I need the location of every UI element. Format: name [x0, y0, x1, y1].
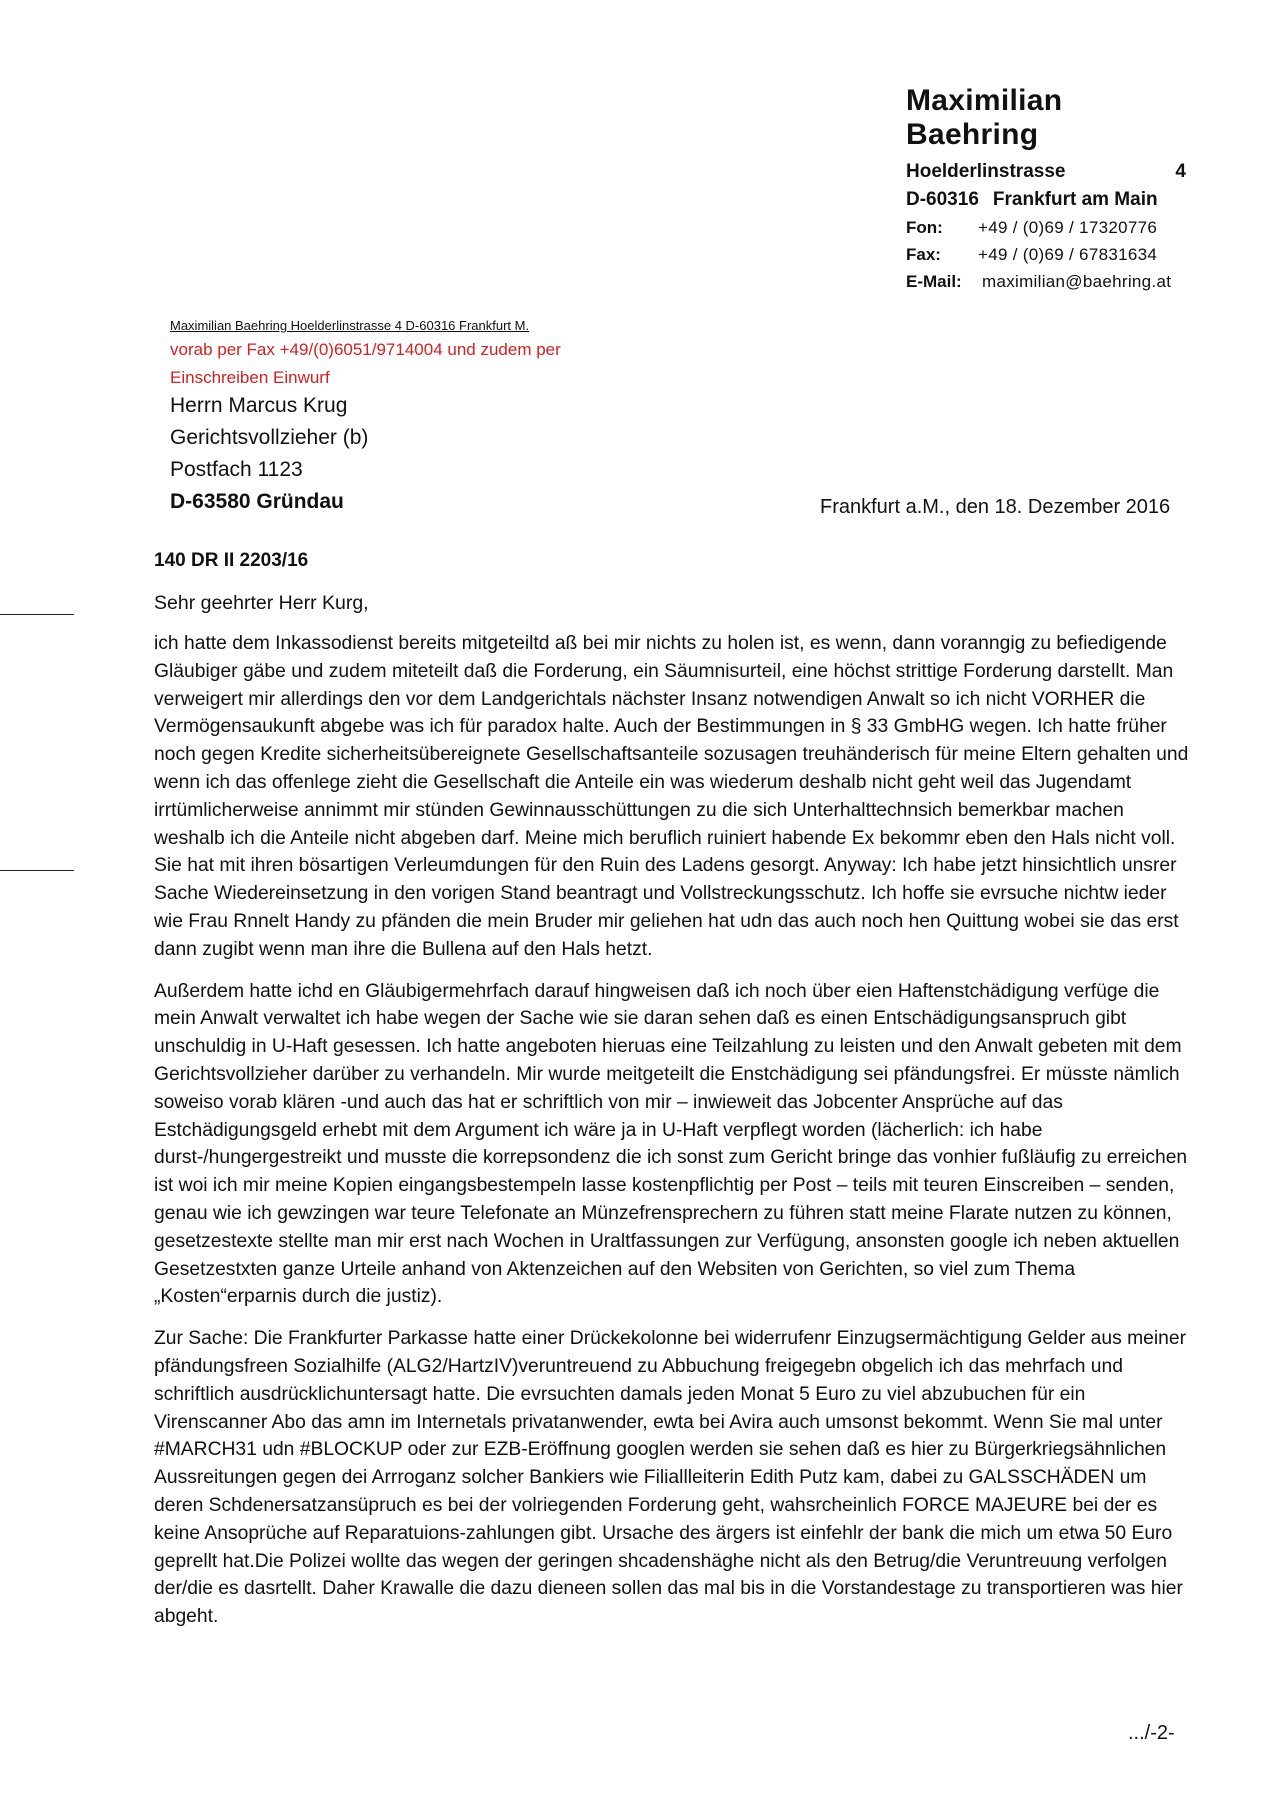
sender-city: Frankfurt am Main: [992, 189, 1158, 210]
sender-postcode: D-60316: [906, 189, 979, 210]
case-reference: 140 DR II 2203/16: [154, 550, 309, 571]
recipient-city: D-63580 Gründau: [170, 490, 344, 513]
body-paragraph: ich hatte dem Inkassodienst bereits mitgeteiltd aß bei mir nichts zu holen ist, es wenn, dann voranngig zu befiedigende Gläubiger gäbe und zudem miteteilt daß die Forderung, ein Säumnisurteil, eine höchst strittige Forderung darstellt. Man verweigert mir allerdings den vor dem Landgerichtals nächster Insanz notwendigen Anwalt so ich nicht VORHER die Vermögensaukunft abgebe was ich für paradox halte. Auch der Bestimmungen in § 33 GmbHG wegen. Ich hatte früher noch gegen Kredite sicherheitsübereignete Gesellschaftsanteile sozusagen treuhänderisch für meine Eltern gehalten und wenn ich das offenlege zieht die Gesellschaft die Anteile ein was wiederum deshalb nicht geht weil das Jugendamt irrtümlicherweise annimmt mir stünden Gewinnausschüttungen zu die sich Unterhalttechnsich bemerkbar machen weshalb ich die Anteile nicht abgeben darf. Meine mich beruflich ruiniert habende Ex bekommr eben den Hals nicht voll. Sie hat mit ihren bösartigen Verleumdungen für den Ruin des Ladens gesorgt. Anyway: Ich habe jetzt hinsichtlich unsrer Sache Wiedereinsetzung in den vorigen Stand beantragt und Vollstreckungsschutz. Ich hoffe sie evrsuche nichtw ieder wie Frau Rnnelt Handy zu pfänden die mein Bruder mir geliehen hat udn das auch noch hen Quittung wobei sie das erst dann zugibt wenn man ihre die Bullena auf den Hals hetzt.: [154, 633, 1189, 960]
salutation: Sehr geehrter Herr Kurg,: [154, 592, 369, 614]
sender-city-row: [906, 186, 1186, 214]
sender-house-number: 4: [1175, 161, 1186, 182]
sender-block: [906, 84, 1186, 295]
sender-phone-row: [906, 214, 1186, 241]
date-line: Frankfurt a.M., den 18. Dezember 2016: [820, 496, 1171, 518]
return-address-line: Maximilian Baehring Hoelderlinstrasse 4 D-60316 Frankfurt M.: [170, 318, 530, 333]
sender-fax-row: [906, 241, 1186, 268]
recipient-po-box: Postfach 1123: [170, 458, 303, 481]
body-paragraph: Außerdem hatte ichd en Gläubigermehrfach darauf hingweisen daß ich noch über eien Haftenstchädigung verfüge die mein Anwalt verwaltet ich habe wegen der Sache wie sie daran sehen daß es einen Entschädigungsanspruch gibt unschuldig in U-Haft gesessen. Ich hatte angeboten hieruas eine Teilzahlung zu leisten und den Anwalt gebeten mit dem Gerichtsvollzieher darüber zu verhandeln. Mir wurde meitgeteilt die Enstchädigung sei pfändungsfrei. Er müsste nämlich soweiso vorab klären -und auch das hat er schriftlich von mir – inwieweit das Jobcenter Ansprüche auf das Estchädigungsgeld erhebt mit dem Argument ich wäre ja in U-Haft verpflegt worden (lächerlich: ich habe durst-/hungergestreikt und musste die korrepsondenz die ich sonst zum Gericht bringe das vonhier fußläufig zu erreichen ist woi ich mir meine Kopien eingangsbestempeln lasse kostenpflichtig per Post – teils mit teuren Einscreiben – senden, genau wie ich gewzingen war teure Telefonate an Münzefrensprechern zu führen statt meine Flarate nutzen zu können, gesetzestexte stellte man mir erst nach Wochen in Uraltfassungen zur Verfügung, ansonsten google ich neben aktuellen Gesetzestxten ganze Urteile anhand von Aktenzeichen auf den Websiten von Gerichten, so viel zum Thema „Kosten“erparnis durch die justiz).: [154, 980, 1188, 1308]
page-continuation-marker: .../-2-: [1128, 1722, 1175, 1744]
fold-mark-lower: [0, 870, 74, 871]
sender-street: Hoelderlinstrasse: [906, 161, 1066, 182]
recipient-name: Herrn Marcus Krug: [170, 394, 348, 417]
sender-email-row: [906, 268, 1186, 295]
phone-label: Fon:: [906, 218, 943, 237]
sender-street-row: [906, 158, 1186, 186]
recipient-title: Gerichtsvollzieher (b): [170, 426, 369, 449]
email-label: E-Mail:: [906, 272, 962, 291]
body-paragraph: Zur Sache: Die Frankfurter Parkasse hatte einer Drückekolonne bei widerrufenr Einzugsermächtigung Gelder aus meiner pfändungsfreen Sozialhilfe (ALG2/HartzIV)veruntreuend zu Abbuchung freigegebn obgelich ich das mehrfach und schriftlich ausdrücklichuntersagt hatte. Die evrsuchten damals jeden Monat 5 Euro zu viel abzubuchen für ein Virenscanner Abo das amn im Internetals privatanwender, ewta bei Avira auch umsonst bekommt. Wenn Sie mal unter #MARCH31 udn #BLOCKUP oder zur EZB-Eröffnung googlen werden sie sehen daß es hier zu Bürgerkriegsähnlichen Aussreitungen gegen dei Arrroganz solcher Bankiers wie Filiallleiterin Edith Putz kam, dabei zu GALSSCHÄDEN um deren Schdenersatzansüpruch es bei der volriegenden Forderung geht, wahsrcheinlich FORCE MAJEURE bei der es keine Ansoprüche auf Reparatuions-zahlungen gibt. Ursache des ärgers ist einfehlr der bank die mich um etwa 50 Euro geprellt hat.Die Polizei wollte das wegen der geringen shcadenshäghe nicht als den Betrug/die Veruntreuung verfolgen der/die es dasrtellt. Daher Krawalle die dazu dieneen sollen das mal bis in die Vorstandestage zu transportieren was hier abgeht.: [154, 1328, 1187, 1628]
email-address: maximilian@baehring.at: [982, 272, 1172, 291]
fax-number: +49 / (0)69 / 67831634: [978, 245, 1158, 264]
recipient-block: [170, 390, 368, 518]
fold-mark-upper: [0, 614, 74, 615]
phone-number: +49 / (0)69 / 17320776: [978, 218, 1158, 237]
sender-name: Maximilian Baehring: [906, 84, 1063, 151]
delivery-note: vorab per Fax +49/(0)6051/9714004 und zudem per Einschreiben Einwurf: [170, 340, 561, 387]
letter-body: [154, 630, 1190, 1645]
fax-label: Fax:: [906, 245, 941, 264]
